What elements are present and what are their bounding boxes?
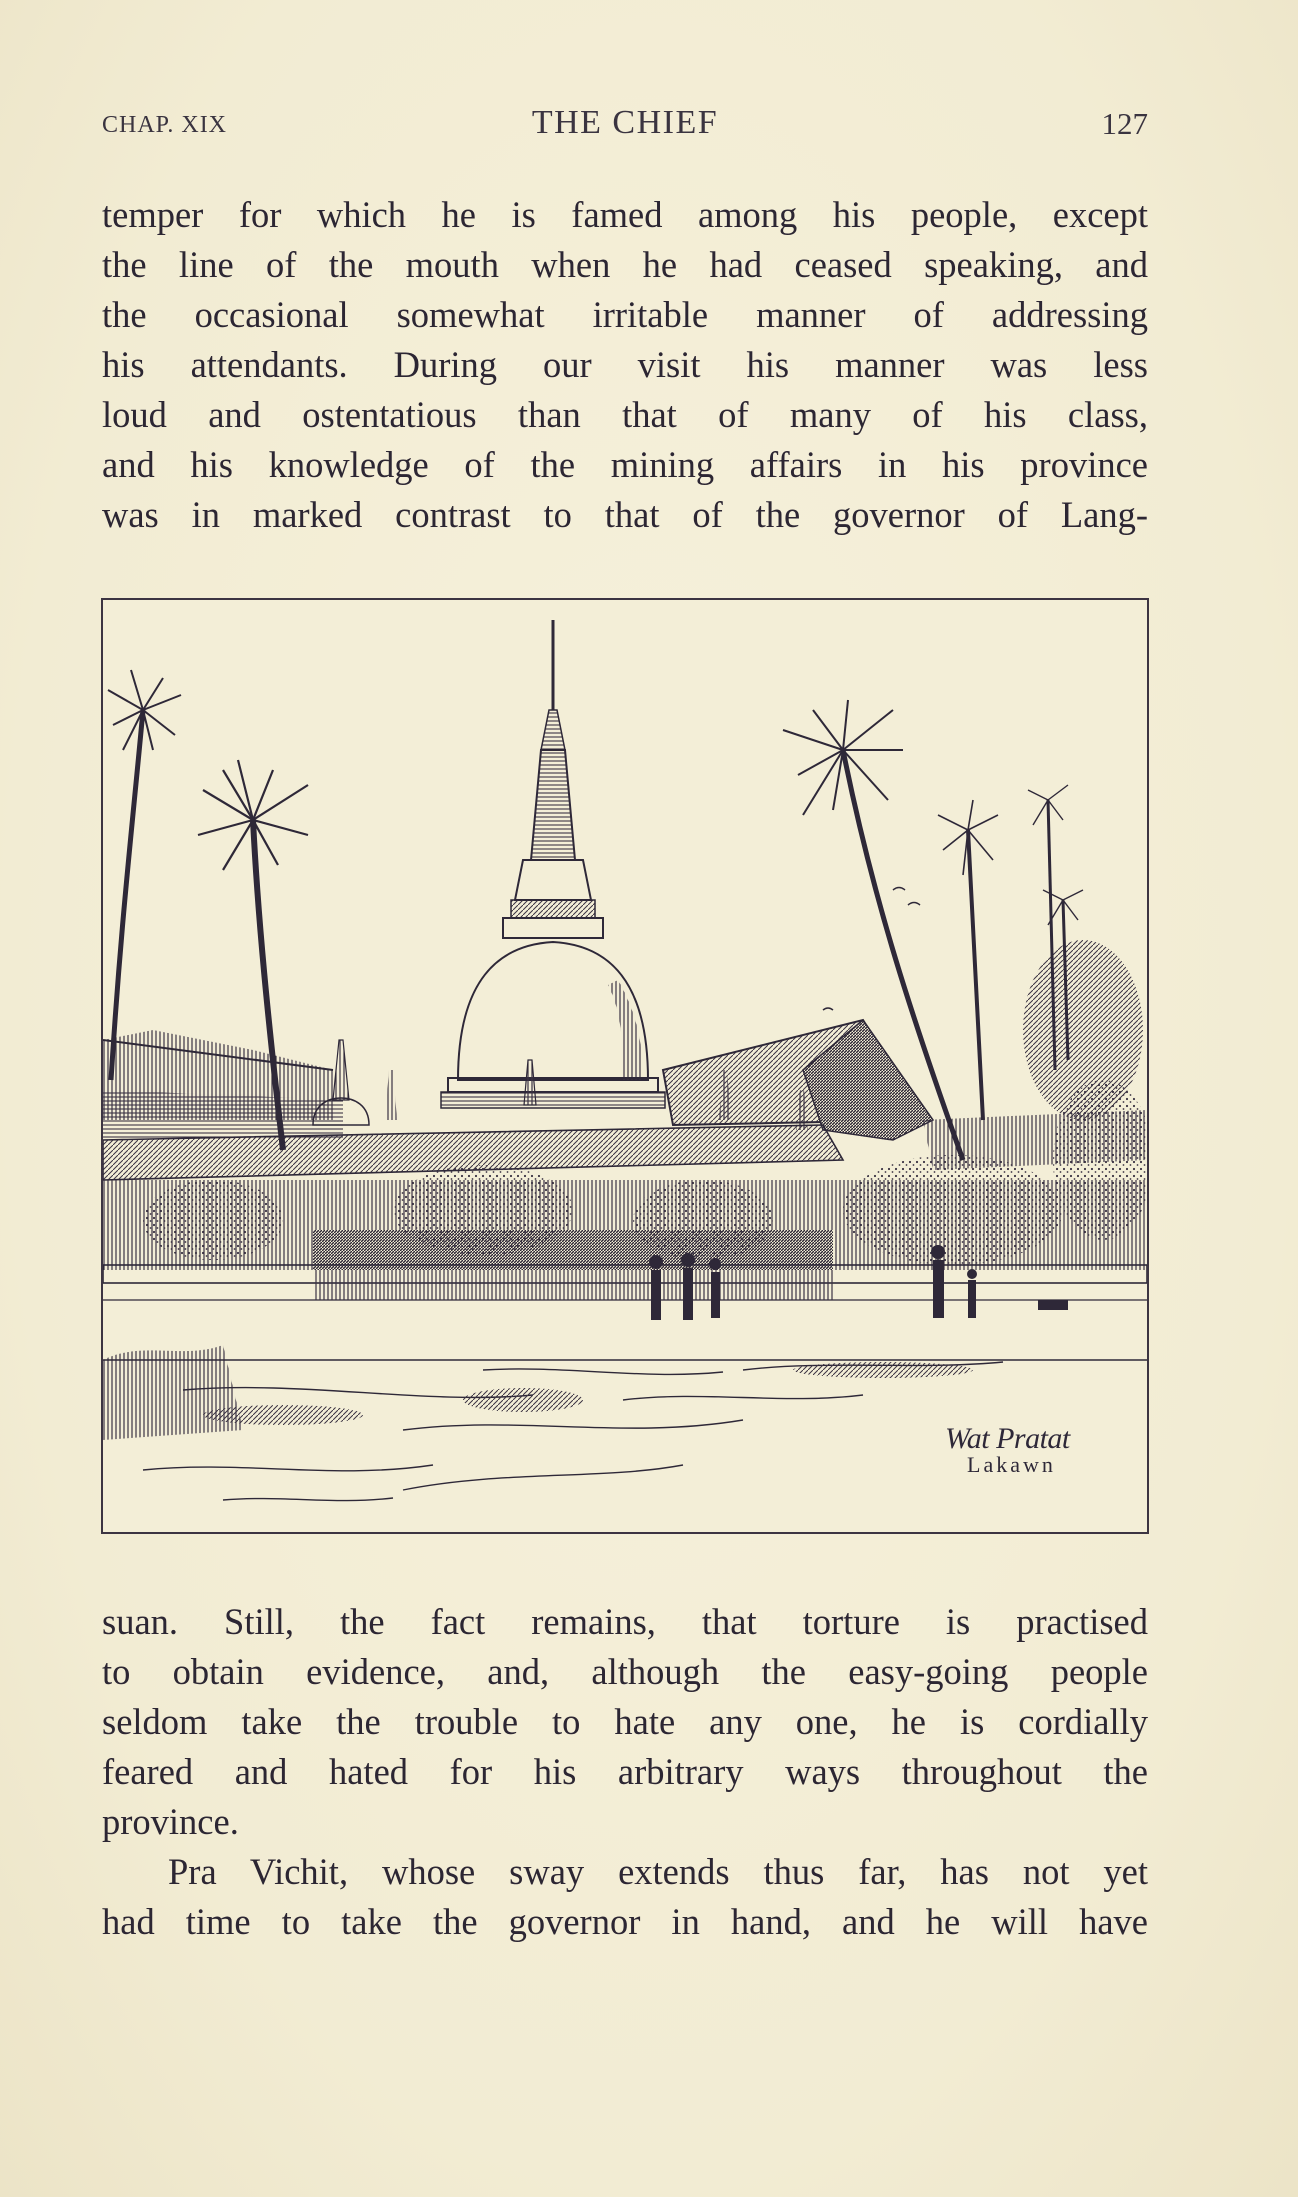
chapter-title: THE CHIEF bbox=[531, 104, 719, 141]
text-line: suan. Still, the fact remains, that torture is practised bbox=[102, 1601, 1148, 1642]
caption-line-2: Lakawn bbox=[967, 1452, 1056, 1477]
text-line: seldom take the trouble to hate any one, he is cordially bbox=[102, 1701, 1148, 1742]
low-wall bbox=[103, 1265, 1147, 1300]
text-line: feared and hated for his arbitrary ways throughout the bbox=[102, 1751, 1148, 1792]
chapter-label: CHAP. XIX bbox=[102, 112, 228, 138]
page-number: 127 bbox=[1101, 106, 1148, 141]
text-line: and his knowledge of the mining affairs in his province bbox=[102, 444, 1148, 485]
text-line: province. bbox=[102, 1801, 239, 1842]
text-line: his attendants. During our visit his manner was less bbox=[102, 344, 1148, 385]
text-line: the occasional somewhat irritable manner of addressing bbox=[102, 294, 1148, 335]
stupa bbox=[441, 620, 665, 1108]
text-line: loud and ostentatious than that of many of his class, bbox=[102, 394, 1148, 435]
paragraph-1 bbox=[102, 190, 1148, 540]
text-line: had time to take the governor in hand, and he will have bbox=[102, 1901, 1148, 1942]
paragraph-3 bbox=[102, 1847, 1148, 1947]
text-line: Pra Vichit, whose sway extends thus far, has not yet bbox=[168, 1851, 1148, 1892]
text-line: temper for which he is famed among his people, except bbox=[102, 194, 1148, 235]
caption-line-1: Wat Pratat bbox=[945, 1422, 1070, 1455]
text-line: to obtain evidence, and, although the easy-going people bbox=[102, 1651, 1148, 1692]
running-head bbox=[102, 104, 1148, 148]
temple-engraving bbox=[103, 600, 1147, 1532]
text-line: was in marked contrast to that of the governor of Lang- bbox=[102, 494, 1148, 535]
paragraph-2 bbox=[102, 1597, 1148, 1847]
text-line: the line of the mouth when he had ceased speaking, and bbox=[102, 244, 1148, 285]
left-roofs bbox=[103, 1030, 343, 1140]
illustration-wat-pratat bbox=[101, 598, 1149, 1534]
figure-caption bbox=[945, 1422, 1085, 1478]
